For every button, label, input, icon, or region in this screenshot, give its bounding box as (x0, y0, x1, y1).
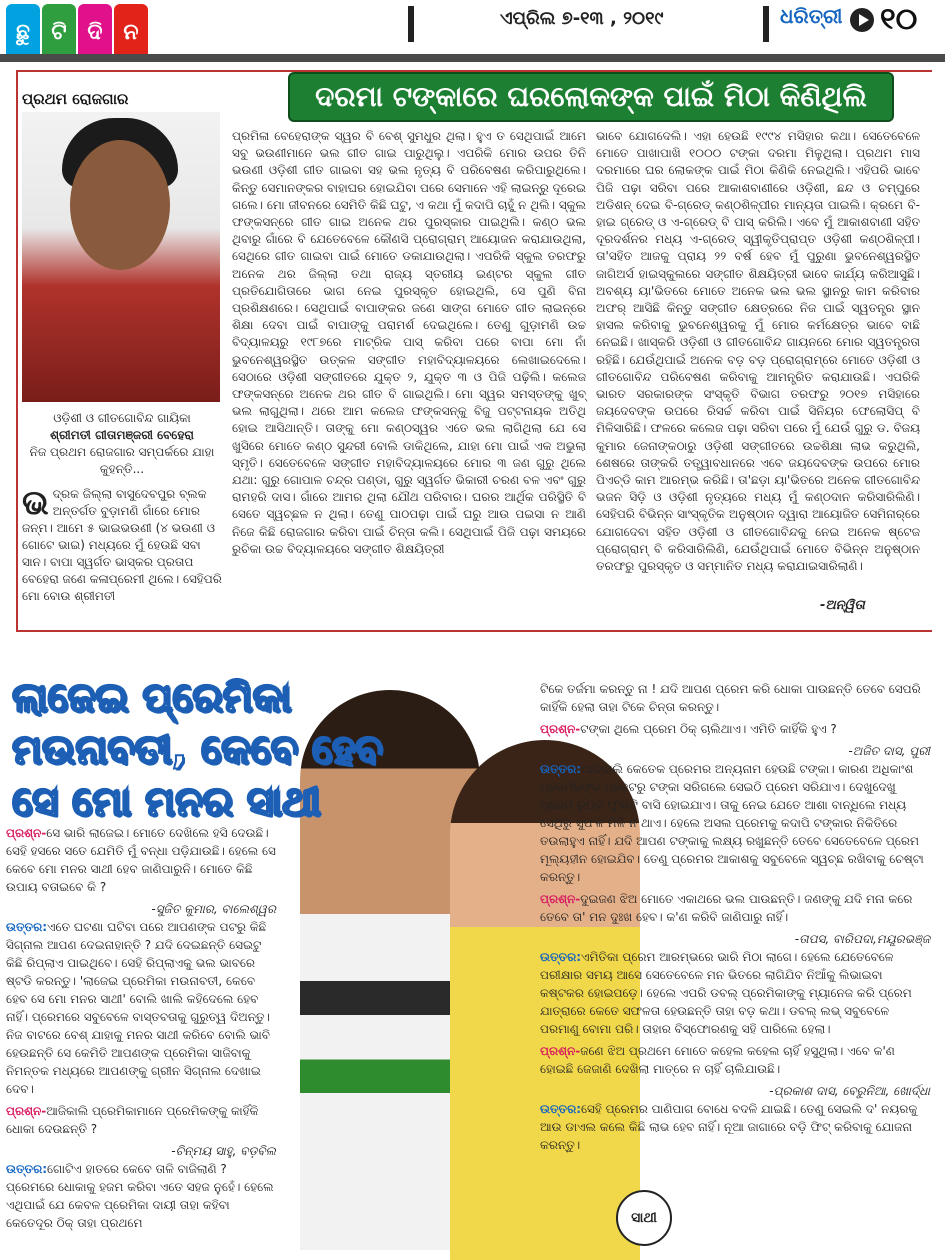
caption-line: ନିଜ ପ୍ରଥମ ରୋଜଗାର ସମ୍ପର୍କରେ ଯାହା କୁହନ୍ତି... (29, 445, 215, 476)
answer-label: ଉତ୍ତର: (540, 762, 582, 776)
headline-line: ମଉନାବତୀ, କେବେ ହେବ (12, 727, 383, 773)
answer (6, 1160, 276, 1232)
reader-signature: -ଚିନ୍ମୟ ସାହୁ, ବଡ଼ବିଲ (171, 1144, 276, 1158)
answer (540, 1100, 930, 1154)
answer (6, 918, 276, 1098)
answer (540, 948, 930, 1038)
qa-text: ଗୋଟିଏ ହାତରେ କେବେ ତାଳି ବାଜିଲାଣି ? ପ୍ରେମରେ ଧୋକାକୁ ହଜମ କରିବା ଏତେ ସହଜ ନୁହେଁ। ହେଲେ ଏଥିପାଇଁ ଯେ କେବଳ ପ୍ରେମିକା ଦାୟୀ ତାହା କହିବା କେତେଦୂର ଠିକ୍ ତାହା ପ୍ରଥମେ (6, 1162, 274, 1230)
page-number: ୧୦ (880, 2, 918, 37)
qa-text: ଏତେ ଘଟଣା ଘଟିବା ପରେ ଆପଣଙ୍କ ପଟରୁ କିଛି ସିଗ୍‌ନାଲ ଆପଣ ଦେଇନାହାନ୍ତି ? ଯଦି ଦେଇଛନ୍ତି ସେଇଟୁ କିଛି ରିପ୍ଲାଏ ପାଇଥିବେ। ସେହି ରିପ୍ଲାଏକୁ ଭଲ ଭାବରେ ଷ୍ଟଡି କରନ୍ତୁ। 'ଲାଜେଇ ପ୍ରେମିକା ମଉନାବତୀ, କେବେ ହେବ ସେ ମୋ ମନର ସାଥୀ' ବୋଲି ଖାଲି କହିଦେଲେ ହେବ ନାହିଁ। ପ୍ରେମରେ ସବୁବେଳେ ବାସ୍ତବତାକୁ ଗୁରୁତ୍ୱ ଦିଅନ୍ତୁ। ନିଜ ବାଟରେ ବେଶ୍ ଯାହାକୁ ମନର ସାଥୀ କରିବେ ବୋଲି ଭାବି ହେଉଛନ୍ତି ସେ କେମିତି ଆପଣଙ୍କ ପ୍ରେମିକା ସାଜିବାକୁ ନିମନ୍ତକ ମଧ୍ୟରେ ଆପଣଙ୍କୁ ଗ୍ରୀନ ସିଗ୍‌ନାଲ ଦେଖାଇ ଦେବ। (6, 920, 270, 1096)
qa-text: ଆଜିକାଲି ପ୍ରେମିକାମାନେ ପ୍ରେମିକଙ୍କୁ କାହିଁକି ଧୋକା ଦେଉଛନ୍ତି ? (6, 1104, 259, 1136)
caption-name: ଶ୍ରୀମତୀ ଗୀତାମଞ୍ଜରୀ ବେହେରା (50, 428, 194, 442)
qa-column-right (540, 680, 930, 1158)
qa-column-left (6, 824, 276, 1236)
question (540, 1042, 930, 1078)
answer-label: ଉତ୍ତର: (540, 950, 582, 964)
answer-label: ଉତ୍ତର: (540, 1102, 582, 1116)
reader-signature: -ଅଜିତ ଦାସ, ପୁରୀ (848, 744, 930, 758)
question-label: ପ୍ରଶ୍ନ- (540, 1044, 581, 1058)
answer (540, 680, 930, 716)
logo-letter: ଛୁ (6, 4, 40, 60)
question-label: ପ୍ରଶ୍ନ- (6, 1104, 47, 1118)
section-logo (6, 4, 148, 60)
answer-label: ଉତ୍ତର: (6, 1162, 48, 1176)
article-column-1 (22, 483, 222, 605)
article-column-3: ଭାବେ ଯୋଗଦେଲି। ଏହା ହେଉଛି ୧୯୯୪ ମସିହାର କଥା। ସେତେବେଳେ ମୋତେ ପାଖାପାଖି ୧୦୦୦ ଟଙ୍କା ଦରମା ମିଳୁଥିଲା। ପ୍ରଥମ ମାସ ଦରମାରେ ଘର ଲୋକଙ୍କ ପାଇଁ ମିଠା କିଣିକି ନେଇଥିଲି। ଏହିପରି ଭାବେ ପିଜି ପଢ଼ା ସରିବା ପରେ ଆକାଶବାଣୀରେ ଓଡ଼ିଶୀ, ଛନ୍ଦ ଓ ଚମ୍ପୁରେ ଅଡିଶନ୍ ଦେଇ ବି-ଗ୍ରେଡ୍ କଣ୍ଠଶିଳ୍ପୀର ମାନ୍ୟତା ପାଇଲି। କ୍ରମେ ବି-ହାଇ ଗ୍ରେଡ୍ ଓ ଏ-ଗ୍ରେଡ୍ ବି ପାସ୍ କରିଲି। ଏବେ ମୁଁ ଆକାଶବାଣୀ ସହିତ ଦୂରଦର୍ଶନର ମଧ୍ୟ ଏ-ଗ୍ରେଡ୍ ସ୍ୱୀକୃତିପ୍ରାପ୍ତ ଓଡ଼ିଶୀ କଣ୍ଠଶିଳ୍ପୀ। ତା'ସହିତ ଆଜକୁ ପ୍ରାୟ ୨୨ ବର୍ଷ ହେବ ମୁଁ ପୁରୁଣା ଭୁବନେଶ୍ୱରସ୍ଥିତ ଜାଗିଅର୍ସ ହାଇସ୍କୁଲରେ ସଙ୍ଗୀତ ଶିକ୍ଷୟିତ୍ରୀ ଭାବେ କାର୍ଯ୍ୟ କରିଆସୁଛି। ଅବଶ୍ୟ ୟା'ଭିତରେ ମୋତେ ଅନେକ ଭଲ ଭଲ ସ୍ଥାନରୁ କାମ କରିବାର ଅଫର୍ ଆସିଛି କିନ୍ତୁ ସଙ୍ଗୀତ କ୍ଷେତ୍ରରେ ନିଜ ପାଇଁ ସ୍ୱତନ୍ତ୍ର ସ୍ଥାନ ହାସଲ କରିବାକୁ ଭୁବନେଶ୍ୱରକୁ ମୁଁ ମୋର କର୍ମକ୍ଷେତ୍ର ଭାବେ ବାଛି ନେଇଛି। ଖାସ୍‌କରି ଓଡ଼ିଶୀ ଓ ଗୀତଗୋବିନ୍ଦ ଗାୟନରେ ମୋର ସ୍ୱତନ୍ତ୍ରତା ରହିଛି। ଯେଉଁଥିପାଇଁ ଅନେକ ବଡ଼ ବଡ଼ ପ୍ରୋଗ୍ରାମ୍‌ରେ ମୋତେ ଓଡ଼ିଶୀ ଓ ଗୀତଗୋବିନ୍ଦ ପରିବେଷଣ କରିବାକୁ ଆମନ୍ତ୍ରିତ କରାଯାଉଛି। ଏପରିକି ଭାରତ ସରକାରଙ୍କ ସଂସ୍କୃତି ବିଭାଗ ତରଫରୁ ୨୦୧୭ ମସିହାରେ ଜୟଦେବଙ୍କ ଉପରେ ରିସର୍ଚ୍ଚ କରିବା ପାଇଁ ସିନିୟର ଫେଲୋସିପ୍ ବି ମିଳିସାରିଛି। ଫଳରେ କଲେଜ ପଢ଼ା ସରିବା ପରେ ମୁଁ ଯେଉଁ ଗୁରୁ ଡ. ବିଜୟ କୁମାର ଜେନାଙ୍କଠାରୁ ଓଡ଼ିଶୀ ସଙ୍ଗୀତରେ ଉଚ୍ଚଶିକ୍ଷା ଲାଭ କରୁଥିଲି, ଶେଷରେ ତାଙ୍କରି ତତ୍ତ୍ୱାବଧାନରେ ଏବେ ଜୟଦେବଙ୍କ ଉପରେ ମୋର ପିଏଚ୍‌ଡି କାମ ଆରମ୍ଭ କରିଛି। ତା'ଛଡ଼ା ୟା'ଭିତରେ ଅନେକ ଗୀତଗୋବିନ୍ଦ ଭଜନ ସିଡ଼ି ଓ ଓଡ଼ିଶୀ ନୃତ୍ୟରେ ମଧ୍ୟ ମୁଁ କଣ୍ଠଦାନ କରିସାରିଲିଣି। ସେହିପରି ବିଭିନ୍ନ ସାଂସ୍କୃତିକ ଅନୁଷ୍ଠାନ ଦ୍ୱାରା ଆୟୋଜିତ ସେମିନାର୍‌ରେ ଯୋଗଦେବା ସହିତ ଓଡ଼ିଶୀ ଓ ଗୀତଗୋବିନ୍ଦକୁ ନେଇ ଅନେକ ଷ୍ଟେଜ ପ୍ରୋଗ୍ରାମ୍ ବି କରିସାରିଲିଣି, ଯେଉଁଥିପାଇଁ ମୋତେ ବିଭିନ୍ନ ଅନୁଷ୍ଠାନ ତରଫରୁ ପୁରସ୍କୃତ ଓ ସମ୍ମାନିତ ମଧ୍ୟ କରାଯାଇସାରିଲାଣି। (596, 129, 920, 574)
reader-signature: -ତାପସ, ବାରିପଦା,ମୟୂରଭଞ୍ଜ (794, 932, 930, 946)
question (6, 824, 276, 896)
header-divider (763, 6, 769, 42)
question-label: ପ୍ରଶ୍ନ- (540, 892, 581, 906)
headline-line: ଲାଜେଇ ପ୍ରେମିକା (12, 675, 292, 721)
question-label: ପ୍ରଶ୍ନ- (540, 722, 581, 736)
qa-text: ଏମିତିକା ପ୍ରେମ ଆରମ୍ଭରେ ଭାରି ମିଠା ଲାଗେ। ହେଲେ ଯେତେବେଳେ ପରୀକ୍ଷାର ସମୟ ଆସେ ସେତେବେଳେ ମନ ଭିତରେ ଲାଗିଯିବ ନିଆଁକୁ ଲିଭାଇବା କଷ୍ଟକର ହୋଇପଡ଼େ। ହେଲେ ଏପରି ଡବଲ୍ ପ୍ରେମିକାଙ୍କୁ ମ୍ୟାନେଜ କରି ପ୍ରେମ ଯାତ୍ରାରେ କେତେ ସଫଳତା ହେଉଛନ୍ତି ତାହା ବଡ଼ କଥା। ଡବଲ୍ ଲଭ୍ ସବୁବେଳେ ପରମାଣୁ ବୋମା ପରି। ତାହାର ବିସ୍ଫୋରଣକୁ ସହି ପାରିଲେ ହେଲା। (540, 950, 912, 1036)
drop-cap: ଭ (22, 483, 49, 523)
column-badge: ସାଥୀ (616, 1190, 672, 1246)
qa-text: ଦୁଇଜଣ ଝିଅ ମୋତେ ଏକାଥରେ ଭଲ ପାଉଛନ୍ତି। ଜଣଙ୍କୁ ଯଦି ମନା କରେ ତେବେ ତା' ମନ ଦୁଃଖ ହେବ। କ'ଣ କରିବି ଜାଣିପାରୁ ନାହିଁ। (540, 892, 913, 924)
photo-caption (22, 410, 222, 478)
header-rule (0, 54, 945, 62)
question (540, 890, 930, 926)
caption-line: ଓଡ଼ିଶୀ ଓ ଗୀତଗୋବିନ୍ଦ ଗାୟିକା (53, 411, 191, 425)
qa-text: ଟିକେ ତର୍ଜମା କରନ୍ତୁ ନା ! ଯଦି ଆପଣ ପ୍ରେମ କରି ଧୋକା ପାଉଛନ୍ତି ତେବେ ସେପରି କାହିଁକି ହେଲା ତାହା ଟିକେ ଚିନ୍ତା କରନ୍ତୁ। (540, 682, 921, 714)
logo-letter: ଦି (78, 4, 112, 60)
qa-text: ଆଜିକାଲି କେତେକ ପ୍ରେମର ଅନ୍ୟନାମ ହେଉଛି ଟଙ୍କା। କାରଣ ଅଧିକାଂଶ ପ୍ରେମିକଙ୍କ ପକେଟରୁ ଟଙ୍କା ସରିଗଲେ ସେଇଠି ପ୍ରେମ ସରିଯାଏ। ଦେଖୁଦେଖୁ ପ୍ରେମ ରୂପକ ଫୁଲଟି ବାସି ହୋଇଯାଏ। ତାକୁ ନେଇ ଯେତେ ଆଶା ବାନ୍ଧିଲେ ମଧ୍ୟ ସେଥିରୁ ସୁଫଳ ମିଳି ନ ଥାଏ। ହେଲେ ଅସଲ ପ୍ରେମକୁ କଦାପି ଟଙ୍କାର ନିକିତିରେ ତଉଲାହୁଏ ନାହିଁ। ଯଦି ଆପଣ ଟଙ୍କାକୁ ଲକ୍ଷ୍ୟ ରଖୁଛନ୍ତି ତେବେ ସେତେବେଳେ ପ୍ରେମ ମୂଲ୍ୟହୀନ ହୋଇଯିବ। ତେଣୁ ପ୍ରେମର ଆକାଶକୁ ସବୁବେଳେ ସ୍ୱଚ୍ଛ ରଖିବାକୁ ଚେଷ୍ଟା କରନ୍ତୁ। (540, 762, 924, 884)
issue-date: ଏପ୍ରିଲ ୭-୧୩ , ୨୦୧୯ (500, 8, 664, 29)
author-signature: -ଅନ୍ୱିତା (820, 598, 865, 613)
brand-name: ଧରିତ୍ରୀ (780, 4, 843, 28)
qa-text: ଟଙ୍କା ଥିଲେ ପ୍ରେମ ଠିକ୍ ଚାଲିଥାଏ। ଏମିତି କାହିଁକି ହୁଏ ? (580, 722, 837, 736)
reader-signature: -ପ୍ରକାଶ ଦାସ, ବେରୁନିଆ, ଖୋର୍ଦ୍ଧା (769, 1084, 930, 1098)
header-divider (408, 6, 414, 42)
question (6, 1102, 276, 1138)
reader-signature: -ସୁଜିତ କୁମାର, ବାଲେଶ୍ୱର (151, 902, 276, 916)
answer-label: ଉତ୍ତର: (6, 920, 48, 934)
article-column-2: ପ୍ରମିଳା ବେହେରାଙ୍କ ସ୍ୱର ବି ବେଶ୍ ସୁମଧୁର ଥିଲା। ହୁଏ ତ ସେଥିପାଇଁ ଆମେ ସବୁ ଭଉଣୀମାନେ ଭଲ ଗୀତ ଗାଇ ପାରୁଥିଲୁ। ଏପରିକି ମୋର ଉପର ତିନି ଭଉଣୀ ଓଡ଼ିଶୀ ଗୀତ ଗାଇବା ସହ ଭଲ ନୃତ୍ୟ ବି ପରିବେଷଣ କରିପାରୁଥିଲେ। କିନ୍ତୁ ସେମାନଙ୍କର ବାହାଘର ହୋଇଯିବା ପରେ ସେମାନେ ଏହି ଲାଇନ୍‌ରୁ ଦୂରେଇ ଗଲେ। ମୋ ଜୀବନରେ ସେମିତି କିଛି ଘଟୁ, ଏ କଥା ମୁଁ କଦାପି ଚାହୁଁ ନ ଥିଲି। ସ୍କୁଲ ଫଙ୍କସନ୍‌ରେ ଗୀତ ଗାଇ ଅନେକ ଥର ପୁରସ୍କାର ପାଇଥିଲି। କଣ୍ଠ ଭଲ ଥିବାରୁ ଗାଁରେ ବି ଯେତେବେଳେ କୌଣସି ପ୍ରୋଗ୍ରାମ୍ ଆୟୋଜନ କରାଯାଉଥିଲା, ସେଥିରେ ଗୀତ ଗାଇବା ପାଇଁ ମୋତେ ଡକାଯାଉଥିଲା। ଏପରିକି ସ୍କୁଲ ତରଫରୁ ଅନେକ ଥର ଜିଲ୍ଲା ତଥା ରାଜ୍ୟ ସ୍ତରୀୟ ଇଣ୍ଟର ସ୍କୁଲ ଗୀତ ପ୍ରତିଯୋଗିତାରେ ଭାଗ ନେଇ ପୁରସ୍କୃତ ହୋଇଥିଲି, ସେ ପୁଣି ବିନା ପ୍ରଶିକ୍ଷଣରେ। ସେଥିପାଇଁ ବାପାଙ୍କର ଜଣେ ସାଙ୍ଗ ମୋତେ ଗୀତ ଲାଇନ୍‌ରେ ଶିକ୍ଷା ଦେବା ପାଇଁ ବାପାଙ୍କୁ ପରାମର୍ଶ ଦେଇଥିଲେ। ତେଣୁ ଗୁଡ଼ାମଣି ଉଚ୍ଚ ବିଦ୍ୟାଳୟରୁ ୧୯୮୭ରେ ମାଟ୍ରିକ ପାସ୍ କରିବା ପରେ ବାପା ମୋ ନାଁ ଭୁବନେଶ୍ୱରସ୍ଥିତ ଉତ୍କଳ ସଙ୍ଗୀତ ମହାବିଦ୍ୟାଳୟରେ ଲେଖାଇଦେଲେ। ସେଠାରେ ଓଡ଼ିଶୀ ସଙ୍ଗୀତରେ ଯୁକ୍ତ ୨, ଯୁକ୍ତ ୩ ଓ ପିଜି ପଢ଼ିଲି। କଲେଜ ଫଙ୍କସନ୍‌ରେ ଅନେକ ଥର ଗୀତ ବି ଗାଇଥିଲି। ମୋ ସ୍ୱର ସମସ୍ତଙ୍କୁ ଖୁବ୍ ଭଲ ଲାଗୁଥିଲା। ଥରେ ଆମ କଲେଜ ଫଙ୍କସନ୍‌କୁ ବିଜୁ ପଟ୍ଟନାୟକ ଅତିଥି ହୋଇ ଆସିଥାନ୍ତି। ତାଙ୍କୁ ମୋ କଣ୍ଠସ୍ୱର ଏତେ ଭଲ ଲାଗିଥିଲା ଯେ ସେ ଖୁସିରେ ମୋତେ କଣ୍ଠ ସୁନ୍ଦରୀ ବୋଲି ଡାକିଥିଲେ, ଯାହା ମୋ ପାଇଁ ଏକ ଅଭୁଲା ସ୍ମୃତି। ସେତେବେଳେ ସଙ୍ଗୀତ ମହାବିଦ୍ୟାଳୟରେ ମୋର ୩ ଜଣ ଗୁରୁ ଥିଲେ ଯଥା: ଗୁରୁ ଗୋପାଳ ଚନ୍ଦ୍ର ପଣ୍ଡା, ଗୁରୁ ସ୍ୱର୍ଗତ ଭିକାରୀ ଚରଣ ବଳ ଏବଂ ଗୁରୁ ରାମହରି ଦାସ। ଗାଁରେ ଆମର ଥିଲା ଯୌଥ ପରିବାର। ଘରର ଆର୍ଥିକ ପରିସ୍ଥିତି ବି ସେତେ ସ୍ୱଚ୍ଛଳ ନ ଥିଲା। ତେଣୁ ପାଠପଢ଼ା ପାଇଁ ଘରୁ ଆଉ ପଇସା ନ ଆଣି ନିଜେ କିଛି ରୋଜଗାର କରିବା ପାଇଁ ଚିନ୍ତା କଲି। ସେଥିପାଇଁ ପିଜି ପଢ଼ା ସମୟରେ ରୁଚିକା ଉଚ୍ଚ ବିଦ୍ୟାଳୟରେ ସଙ୍ଗୀତ ଶିକ୍ଷୟିତ୍ରୀ (232, 129, 587, 556)
question (540, 720, 930, 738)
question-label: ପ୍ରଶ୍ନ- (6, 826, 47, 840)
logo-letter: ଟି (42, 4, 76, 60)
logo-letter: ନ (114, 4, 148, 60)
qa-text: ସେ ଭାରି ଲାଜେଇ। ମୋତେ ଦେଖିଲେ ହସି ଦେଉଛି। ସେହି ହସରେ ସତେ ଯେମିତି ମୁଁ ବନ୍ଧା ପଡ଼ିଯାଉଛି। ହେଲେ ସେ କେବେ ମୋ ମନର ସାଥୀ ହେବ ଜାଣିପାରୁନି। ମୋତେ କିଛି ଉପାୟ ବତାଇବେ କି ? (6, 826, 276, 894)
qa-text: ସେହି ପ୍ରେମର ପାଣିପାଗ ବୋଧେ ବଦଳି ଯାଇଛି। ତେଣୁ ସେଇଲି ଦ' ନୟରକୁ ଆଉ ଡାଏଲ କଲେ କିଛି ଲାଭ ହେବ ନାହିଁ। ନୂଆ ଜାଗାରେ ବଡ଼ି ଫିଟ୍ କରିବାକୁ ଯୋଜନା କରନ୍ତୁ। (540, 1102, 918, 1152)
play-icon (850, 8, 874, 32)
singer-photo-face (70, 140, 170, 270)
qa-text: ଜଣେ ଝିଅ ପ୍ରଥମେ ମୋତେ କହେଲ କହେଲ ଚାହିଁ ହସୁଥିଲା। ଏବେ କ'ଣ ହୋଇଛି ଜେଜାଣି ଦେଖିଲା ମାତ୍ରେ ନ ଚାହିଁ ଚାଲିଯାଉଛି। (540, 1044, 895, 1076)
section-tag: ପ୍ରଥମ ରୋଜଗାର (22, 90, 129, 108)
headline-line: ସେ ମୋ ମନର ସାଥୀ (12, 779, 321, 825)
answer (540, 760, 930, 886)
article-headline: ଦରମା ଟଙ୍କାରେ ଘରଲୋକଙ୍କ ପାଇଁ ମିଠା କିଣିଥିଲି (288, 72, 894, 122)
article-headline-2 (12, 672, 402, 828)
column-text: ଦ୍ରକ ଜିଲ୍ଲା ବାସୁଦେବପୁର ବ୍ଲକ ଅନ୍ତର୍ଗତ ବୁଡ଼ାମଣି ଗାଁରେ ମୋର ଜନ୍ମ। ଆମେ ୫ ଭାଇଭଉଣୀ (୪ ଭଉଣୀ ଓ ଗୋଟେ ଭାଇ) ମଧ୍ୟରେ ମୁଁ ହେଉଛି ସବା ସାନ। ବାପା ସ୍ୱର୍ଗତ ଭାସ୍କର ପ୍ରତାପ ବେହେରା ଜଣେ କଳାପ୍ରେମୀ ଥିଲେ। ସେହିପରି ମୋ ବୋଉ ଶ୍ରୀମତୀ (22, 487, 222, 603)
